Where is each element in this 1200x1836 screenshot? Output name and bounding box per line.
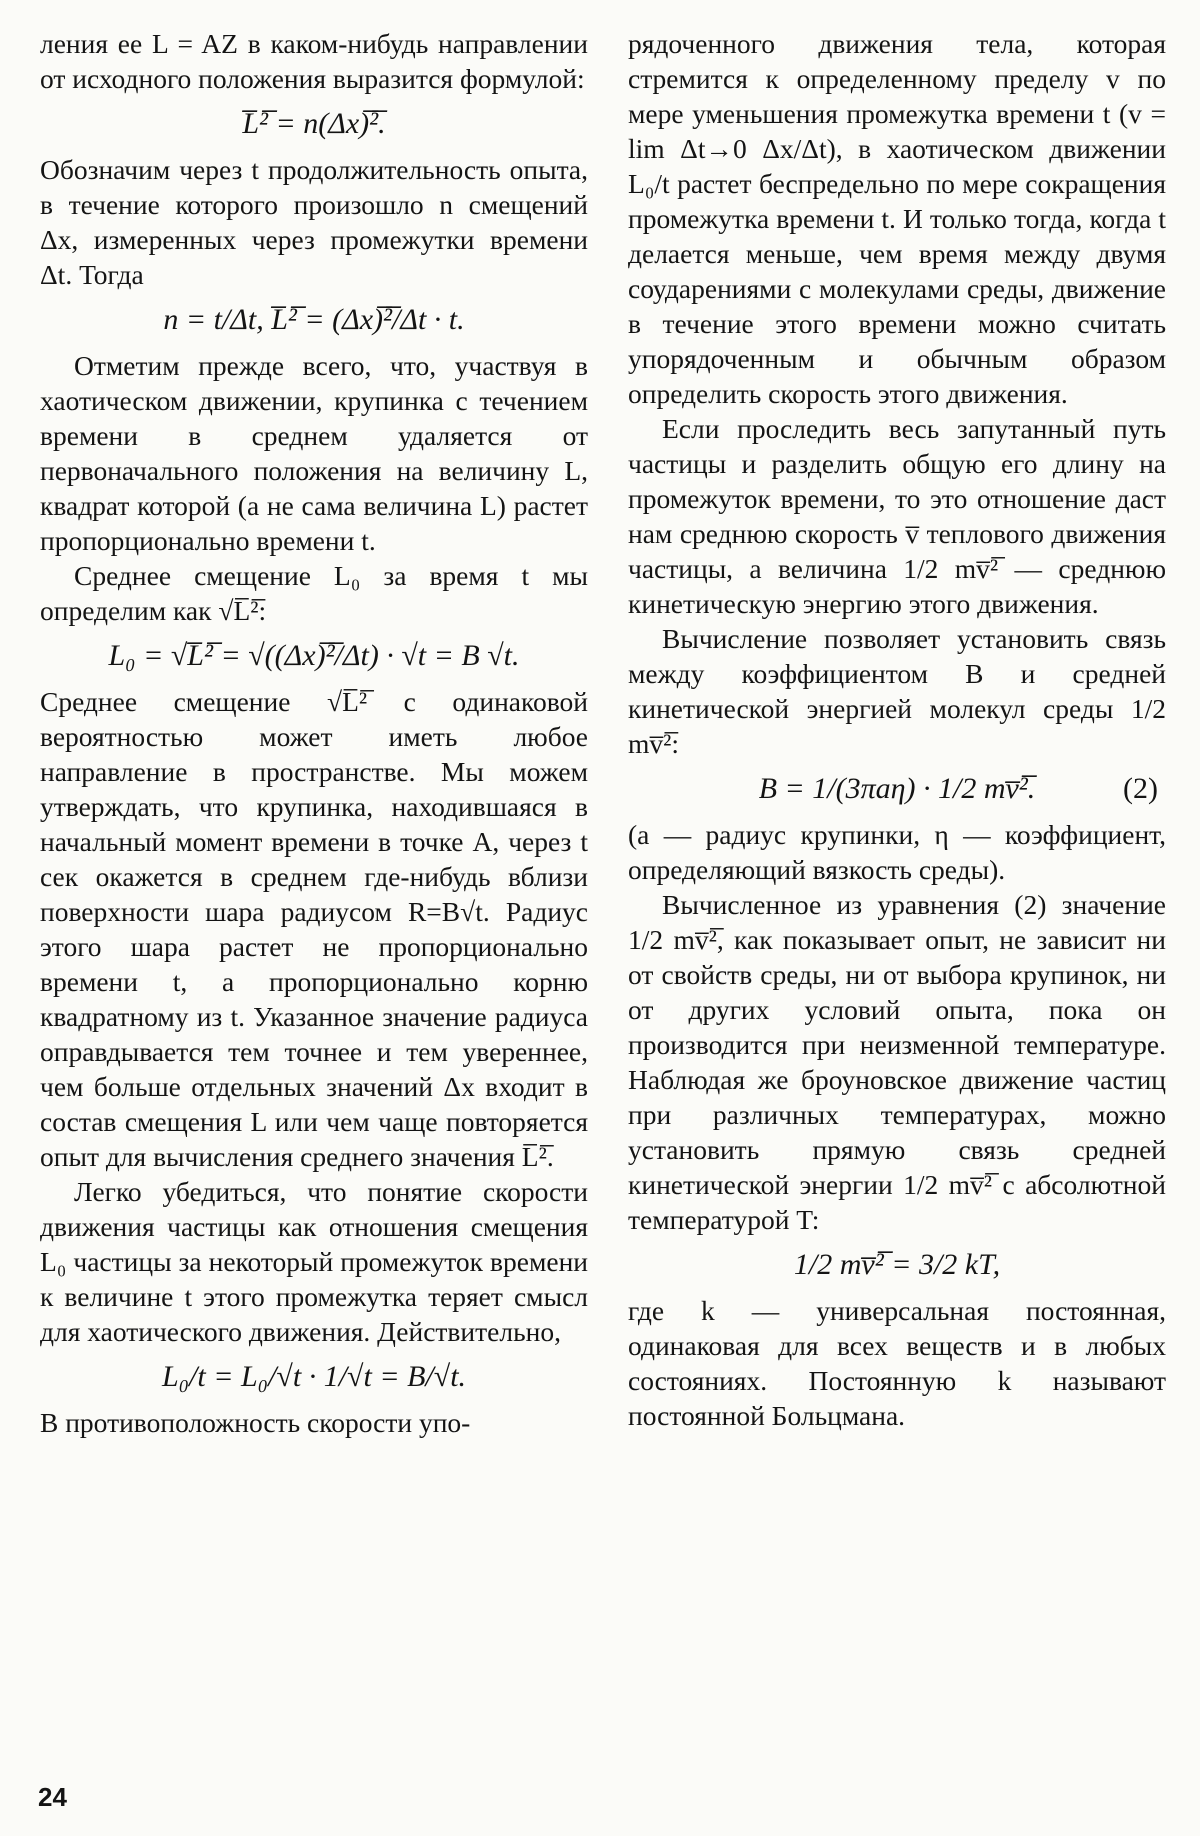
formula-b-expression: B = 1/(3πaη) · 1/2 mv̅²̅. <box>758 772 1036 805</box>
paragraph: Среднее смещение √L̅²̅ с одинаковой вероятностью может иметь любое направление в пространстве. Мы можем утверждать, что крупинка, находившаяся в начальный момент времени в точке A, через t сек окажется в среднем где-нибудь вблизи поверхности шара радиусом R=B√t. Радиус этого шара растет не пропорционально времени t, а пропорционально корню квадратному из t. Указанное значение радиуса оправдывается тем точнее и тем увереннее, чем больше отдельных значений Δx входит в состав смещения L или чем чаще повторяется опыт для вычисления среднего значения L̅²̅. <box>40 686 588 1172</box>
formula-n-and-l-squared: n = t/Δt, L̅²̅ = (Δx)̅²̅/Δt · t. <box>163 303 465 336</box>
paragraph: где k — универсальная постоянная, одинаковая для всех веществ и в любых состояниях. Постоянную k называют постоянной Больцмана. <box>628 1295 1166 1431</box>
paragraph: Легко убедиться, что понятие скорости движения частицы как отношения смещения L₀ частицы за некоторый промежуток времени к величине t этого промежутка теряет смысл для хаотического движения. Действительно, <box>40 1176 588 1347</box>
formula-l0-over-t: L₀/t = L₀/√t · 1/√t = B/√t. <box>161 1360 467 1393</box>
paragraph: Отметим прежде всего, что, участвуя в хаотическом движении, крупинка с течением времени в среднем удаляется от первоначального положения на величину L, квадрат которой (а не сама величина L) растет пропорционально времени t. <box>40 350 588 556</box>
paragraph: Если проследить весь запутанный путь частицы и разделить общую его длину на промежуток времени, то это отношение даст нам среднюю скорость v̅ теплового движения частицы, а величина 1/2 mv̅²̅ — среднюю кинетическую энергию этого движения. <box>628 413 1166 619</box>
paragraph: (a — радиус крупинки, η — коэффициент, определяющий вязкость среды). <box>628 819 1166 885</box>
formula-l-squared: L̅²̅ = n(Δx)̅²̅. <box>242 107 386 140</box>
paragraph: Обозначим через t продолжительность опыта, в течение которого произошло n смещений Δx, измеренных через промежутки времени Δt. Тогда <box>40 154 588 290</box>
paragraph: ления ее L = AZ в каком-нибудь направлении от исходного положения выразится формулой: <box>40 28 588 94</box>
formula-mean-displacement: L₀ = √L̅²̅ = √((Δx)̅²̅/Δt) · √t = B √t. <box>108 639 520 672</box>
paragraph: рядоченного движения тела, которая стремится к определенному пределу v по мере уменьшения промежутка времени t (v = lim Δt→0 Δx/Δt), в хаотическом движении L₀/t растет беспредельно по мере сокращения промежутка времени t. И только тогда, когда t делается меньше, чем время между двумя соударениями с молекулами среды, движение в течение этого времени можно считать упорядоченным и обычным образом определить скорость этого движения. <box>628 28 1166 409</box>
left-column <box>40 26 588 1440</box>
paragraph: В противоположность скорости упо- <box>40 1407 471 1438</box>
paragraph: Вычисление позволяет установить связь между коэффициентом B и средней кинетической энергией молекул среды 1/2 mv̅²̅: <box>628 623 1166 759</box>
paragraph: Среднее смещение L₀ за время t мы определим как √L̅²̅: <box>40 560 588 626</box>
formula-b-coefficient <box>628 769 1166 809</box>
page-number: 24 <box>38 1782 67 1812</box>
right-column <box>628 26 1166 1433</box>
formula-kinetic-energy: 1/2 mv̅²̅ = 3/2 kT, <box>793 1248 1001 1281</box>
equation-number: (2) <box>1123 772 1158 805</box>
paragraph: Вычисленное из уравнения (2) значение 1/2 mv̅²̅, как показывает опыт, не зависит ни от свойств среды, ни от выбора крупинок, ни от других условий опыта, пока он производится при неизменной температуре. Наблюдая же броуновское движение частиц при различных температурах, можно установить прямую связь средней кинетической энергии 1/2 mv̅²̅ с абсолютной температурой T: <box>628 889 1166 1235</box>
